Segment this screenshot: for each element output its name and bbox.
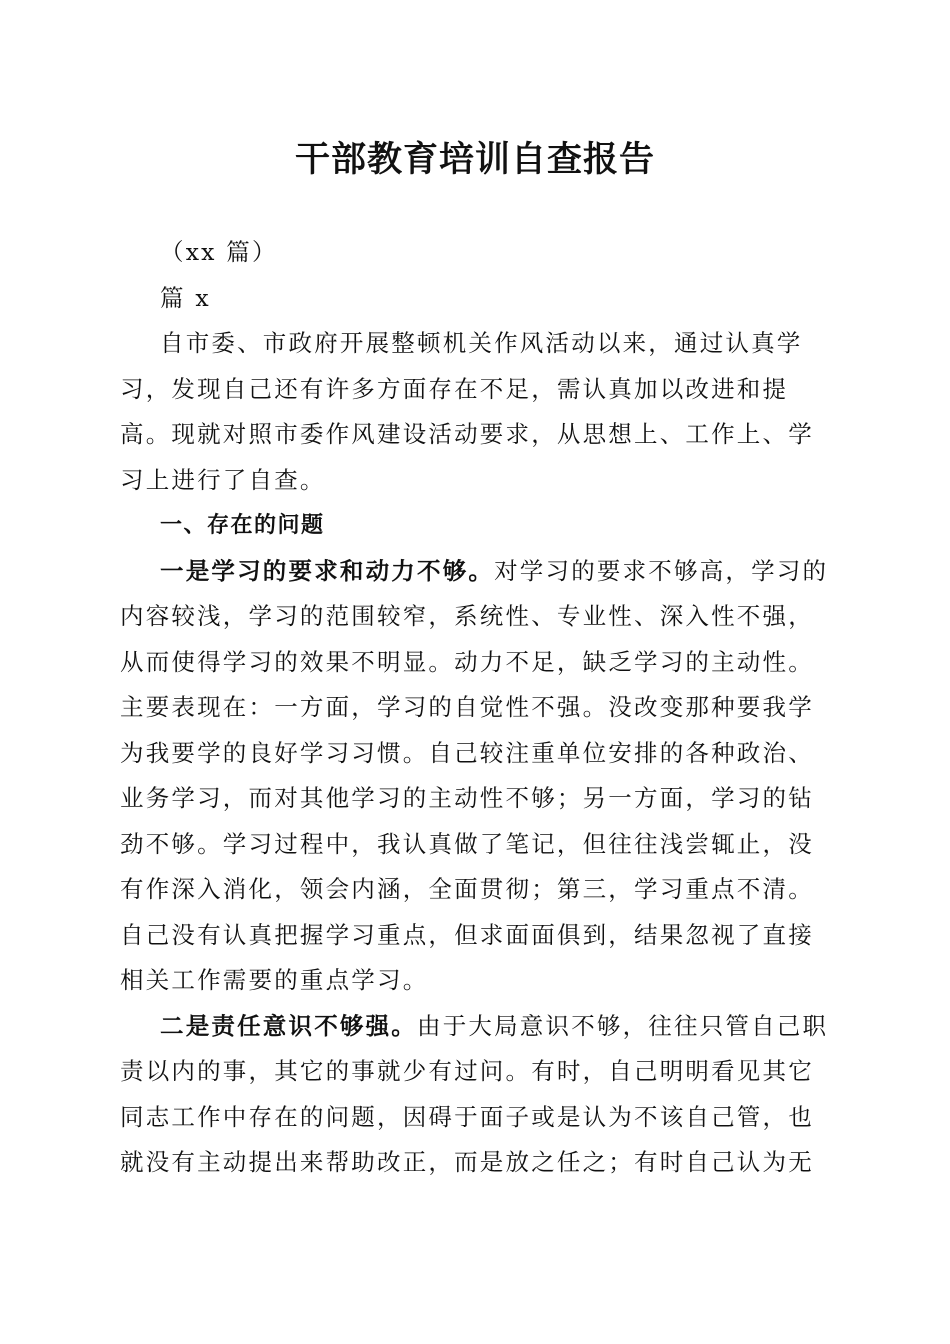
section-heading: 一、存在的问题 <box>160 513 325 538</box>
document-title: 干部教育培训自查报告 <box>294 139 655 180</box>
paragraph-2-lead: 二是责任意识不够强。 <box>160 1011 417 1040</box>
subtitle: （xx 篇） <box>160 238 278 266</box>
paragraph-1-body: 对学习的要求不够高，学习的内容较浅，学习的范围较窄，系统性、专业性、深入性不强，从而使得学习的效果不明显。动力不足，缺乏学习的主动性。主要表现在：一方面，学习的自觉性不强。没改变那种要我学为我要学的良好学习习惯。自己较注重单位安排的各种政治、业务学习，而对其他学习的主动性不够；另一方面，学习的钻劲不够。学习过程中，我认真做了笔记，但往往浅尝辄止，没有作深入消化，领会内涵，全面贯彻；第三，学习重点不清。自己没有认真把握学习重点，但求面面俱到，结果忽视了直接相关工作需要的重点学习。 <box>120 556 829 994</box>
intro-paragraph: 自市委、市政府开展整顿机关作风活动以来，通过认真学习，发现自己还有许多方面存在不足，需认真加以改进和提高。现就对照市委作风建设活动要求，从思想上、工作上、学习上进行了自查。 <box>120 329 814 494</box>
paragraph-1 <box>120 549 834 1004</box>
section-label: 篇 x <box>160 283 211 312</box>
paragraph-2-body: 由于大局意识不够，往往只管自己职责以内的事，其它的事就少有过问。有时，自己明明看见其它同志工作中存在的问题，因碍于面子或是认为不该自己管，也就没有主动提出来帮助改正，而是放之任之；有时自己认为无 <box>120 1011 829 1176</box>
document-body <box>120 230 834 1186</box>
paragraph-1-lead: 一是学习的要求和动力不够。 <box>160 556 495 585</box>
paragraph-2 <box>120 1004 834 1186</box>
